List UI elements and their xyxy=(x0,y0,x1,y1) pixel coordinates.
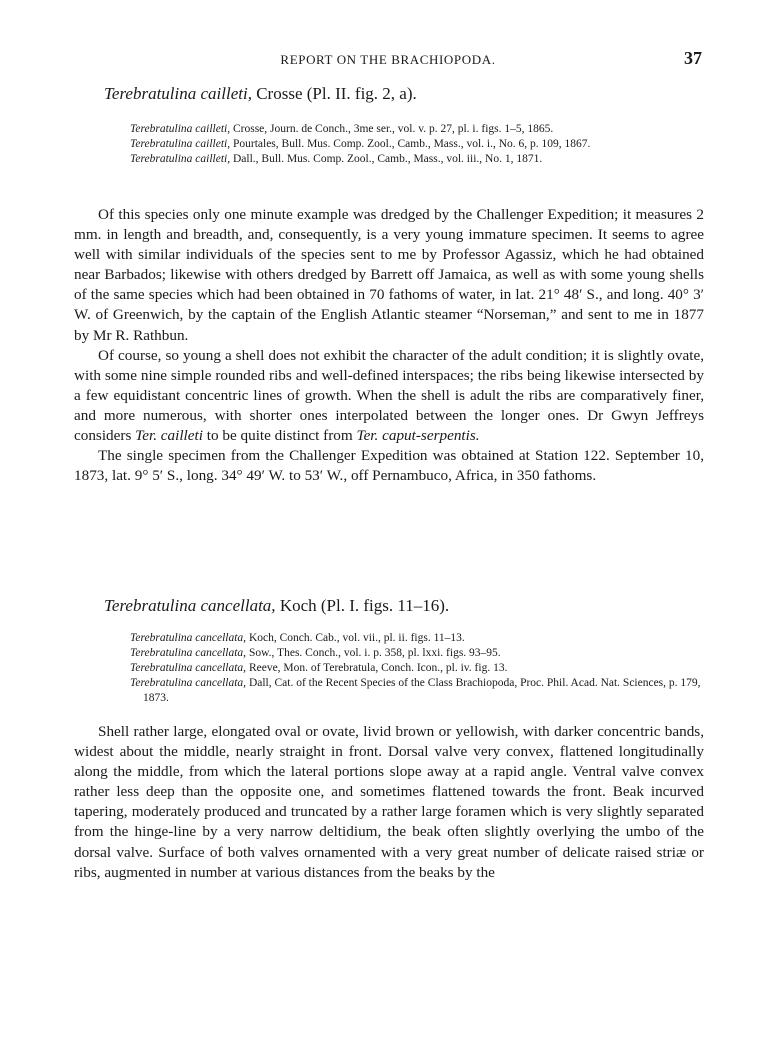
synonymy-list-cailleti xyxy=(130,122,710,167)
body-text-cailleti xyxy=(74,205,704,486)
page-header xyxy=(0,48,776,72)
synonymy-reference xyxy=(130,152,710,167)
reference-name: Terebratulina cancellata, xyxy=(130,647,247,659)
page-number: 37 xyxy=(684,48,702,68)
synonymy-reference xyxy=(130,137,710,152)
reference-citation: Reeve, Mon. of Terebratula, Conch. Icon., pl. iv. fig. 13. xyxy=(246,662,508,674)
reference-citation: Dall., Bull. Mus. Comp. Zool., Camb., Mass., vol. iii., No. 1, 1871. xyxy=(230,153,543,165)
reference-citation: Crosse, Journ. de Conch., 3me ser., vol. v. p. 27, pl. i. figs. 1–5, 1865. xyxy=(230,123,554,135)
reference-citation: Dall, Cat. of the Recent Species of the Class Brachiopoda, Proc. Phil. Acad. Nat. Sciences, p. 179, 1873. xyxy=(143,677,701,704)
reference-name: Terebratulina cancellata, xyxy=(130,677,247,689)
species-heading-cancellata xyxy=(104,596,449,616)
synonymy-reference xyxy=(130,646,710,661)
species-authority: Koch (Pl. I. figs. 11–16). xyxy=(275,596,450,615)
reference-citation: Koch, Conch. Cab., vol. vii., pl. ii. figs. 11–13. xyxy=(246,632,465,644)
species-authority: Crosse (Pl. II. fig. 2, a). xyxy=(251,84,417,103)
text-run: Of course, so young a shell does not exhibit the character of the adult condition; it is slightly ovate, with some nine simple rounded ribs and well-defined interspaces; the ribs being likewise intersected by a few equidistant concentric lines of growth. When the shell is adult the ribs are comparatively finer, and more numerous, with shorter ones interpolated between the longer ones. Dr Gwyn Jeffreys considers xyxy=(74,346,704,445)
paragraph: Shell rather large, elongated oval or ovate, livid brown or yellowish, with darker concentric bands, widest about the middle, nearly straight in front. Dorsal valve very convex, flattened longitudinally along the middle, from which the lateral portions slope away at a rapid angle. Ventral valve convex rather less deep than the opposite one, and sometimes flattened towards the front. Beak incurved tapering, moderately produced and truncated by a rather large foramen which is very slightly separated from the hinge-line by a very narrow deltidium, the beak often slightly overlying the umbo of the dorsal valve. Surface of both valves ornamented with a very great number of delicate raised striæ or ribs, augmented in number at various distances from the beaks by the xyxy=(74,723,704,881)
paragraph: The single specimen from the Challenger Expedition was obtained at Station 122. September 10, 1873, lat. 9° 5′ S., long. 34° 49′ W. to 53′ W., off Pernambuco, Africa, in 350 fathoms. xyxy=(74,447,704,485)
synonymy-reference xyxy=(130,676,710,706)
synonymy-reference xyxy=(130,631,710,646)
synonymy-reference xyxy=(130,122,710,137)
synonymy-list-cancellata xyxy=(130,631,710,706)
reference-citation: Sow., Thes. Conch., vol. i. p. 358, pl. lxxi. figs. 93–95. xyxy=(246,647,501,659)
species-name: Terebratulina cailleti, xyxy=(104,84,252,103)
reference-name: Terebratulina cailleti, xyxy=(130,153,231,165)
synonymy-reference xyxy=(130,661,710,676)
species-name-inline: Ter. cailleti xyxy=(135,427,203,445)
reference-name: Terebratulina cancellata, xyxy=(130,632,247,644)
reference-name: Terebratulina cailleti, xyxy=(130,138,231,150)
paragraph xyxy=(74,346,704,446)
reference-name: Terebratulina cailleti, xyxy=(130,123,231,135)
species-name-inline: Ter. caput-serpentis. xyxy=(356,427,480,445)
paragraph: Of this species only one minute example was dredged by the Challenger Expedition; it measures 2 mm. in length and breadth, and, consequently, is a very young immature specimen. It seems to agree well with similar individuals of the species sent to me by Professor Agassiz, which he had obtained near Barbados; likewise with others dredged by Barrett off Jamaica, as well as with some young shells of the same species which had been obtained in 70 fathoms of water, in lat. 21° 48′ S., and long. 40° 3′ W. of Greenwich, by the captain of the English Atlantic steamer “Norseman,” and sent to me in 1877 by Mr R. Rathbun. xyxy=(74,206,704,344)
running-title: REPORT ON THE BRACHIOPODA. xyxy=(280,52,496,67)
species-heading-cailleti xyxy=(104,84,417,104)
text-run: to be quite distinct from xyxy=(202,427,357,445)
reference-name: Terebratulina cancellata, xyxy=(130,662,247,674)
reference-citation: Pourtales, Bull. Mus. Comp. Zool., Camb., Mass., vol. i., No. 6, p. 109, 1867. xyxy=(230,138,591,150)
body-text-cancellata xyxy=(74,722,704,883)
species-name: Terebratulina cancellata, xyxy=(104,596,276,615)
